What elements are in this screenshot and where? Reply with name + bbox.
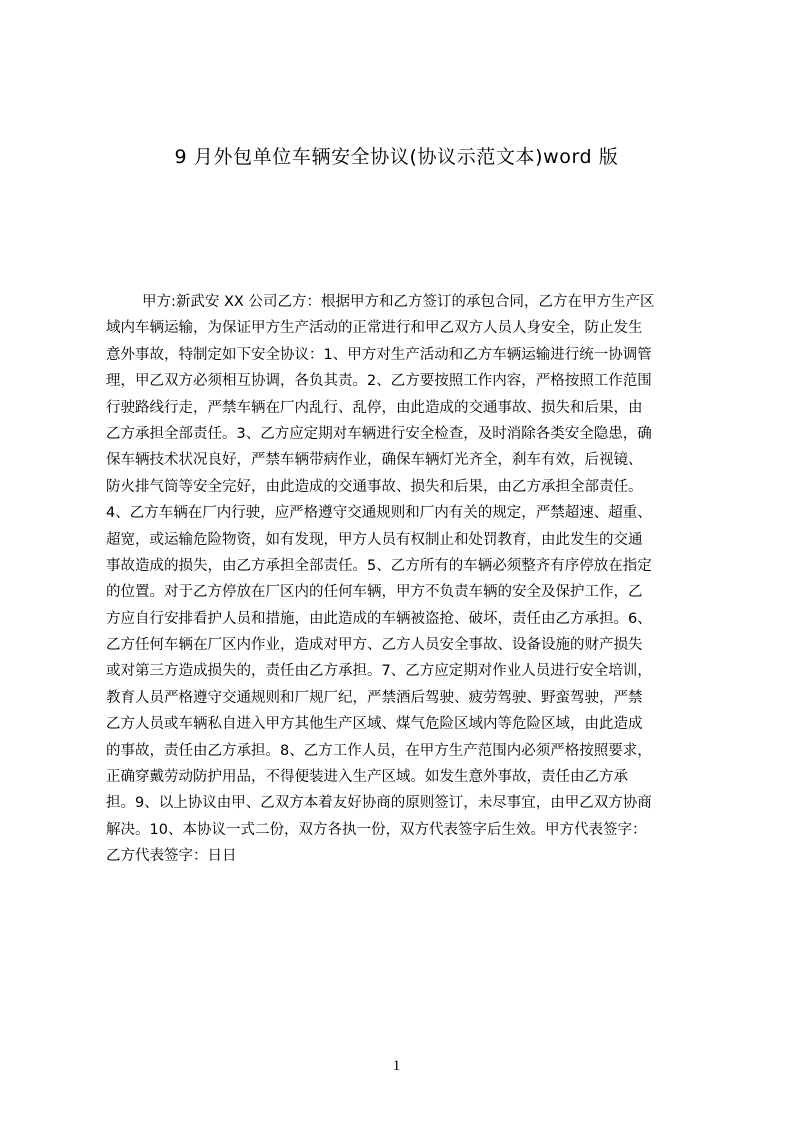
body-line: 域内车辆运输，为保证甲方生产活动的正常进行和甲乙双方人员人身安全，防止发生 [106,320,643,337]
page-number: 1 [392,1058,401,1074]
body-line: 防火排气筒等安全完好，由此造成的交通事故、损失和后果，由乙方承担全部责任。 [106,478,643,495]
body-line: 甲方:新武安 XX 公司乙方：根据甲方和乙方签订的承包合同，乙方在甲方生产区 [142,294,655,310]
body-line: 乙方人员或车辆私自进入甲方其他生产区域、煤气危险区域内等危险区域，由此造成 [106,716,643,733]
body-line: 意外事故，特制定如下安全协议：1、甲方对生产活动和乙方车辆运输进行统一协调管 [106,346,652,363]
body-line: 担。9、以上协议由甲、乙双方本着友好协商的原则签订，未尽事宜，由甲乙双方协商 [106,795,652,812]
body-line: 乙方任何车辆在厂区内作业，造成对甲方、乙方人员安全事故、设备设施的财产损失 [106,637,643,654]
body-line: 乙方代表签字：日日 [106,848,237,865]
body-line: 解决。10、本协议一式二份，双方各执一份，双方代表签字后生效。甲方代表签字： [106,821,647,838]
body-line: 行驶路线行走，严禁车辆在厂内乱行、乱停，由此造成的交通事故、损失和后果，由 [106,399,643,416]
body-line: 保车辆技术状况良好，严禁车辆带病作业，确保车辆灯光齐全，刹车有效，后视镜、 [106,452,643,469]
body-line: 4、乙方车辆在厂内行驶，应严格遵守交通规则和厂内有关的规定，严禁超速、超重、 [106,505,652,522]
body-line: 方应自行安排看护人员和措施，由此造成的车辆被盗抢、破坏，责任由乙方承担。6、 [106,610,652,627]
body-line: 或对第三方造成损失的，责任由乙方承担。7、乙方应定期对作业人员进行安全培训， [106,663,652,680]
body-line: 事故造成的损失，由乙方承担全部责任。5、乙方所有的车辆必须整齐有序停放在指定 [106,557,652,574]
body-line: 正确穿戴劳动防护用品，不得便装进入生产区域。如发生意外事故，责任由乙方承 [106,769,628,786]
body-line: 超宽，或运输危险物资，如有发现，甲方人员有权制止和处罚教育，由此发生的交通 [106,531,643,548]
document-title: 9 月外包单位车辆安全协议(协议示范文本)word 版 [174,146,619,168]
agreement-body [106,289,699,879]
body-line: 理，甲乙双方必须相互协调，各负其责。2、乙方要按照工作内容，严格按照工作范围 [106,373,652,390]
body-line: 教育人员严格遵守交通规则和厂规厂纪，严禁酒后驾驶、疲劳驾驶、野蛮驾驶，严禁 [106,689,643,706]
body-line: 的位置。对于乙方停放在厂区内的任何车辆，甲方不负责车辆的安全及保护工作，乙 [106,584,643,601]
body-line: 乙方承担全部责任。3、乙方应定期对车辆进行安全检查，及时消除各类安全隐患，确 [106,425,652,442]
body-line: 的事故，责任由乙方承担。8、乙方工作人员，在甲方生产范围内必须严格按照要求， [106,742,652,759]
